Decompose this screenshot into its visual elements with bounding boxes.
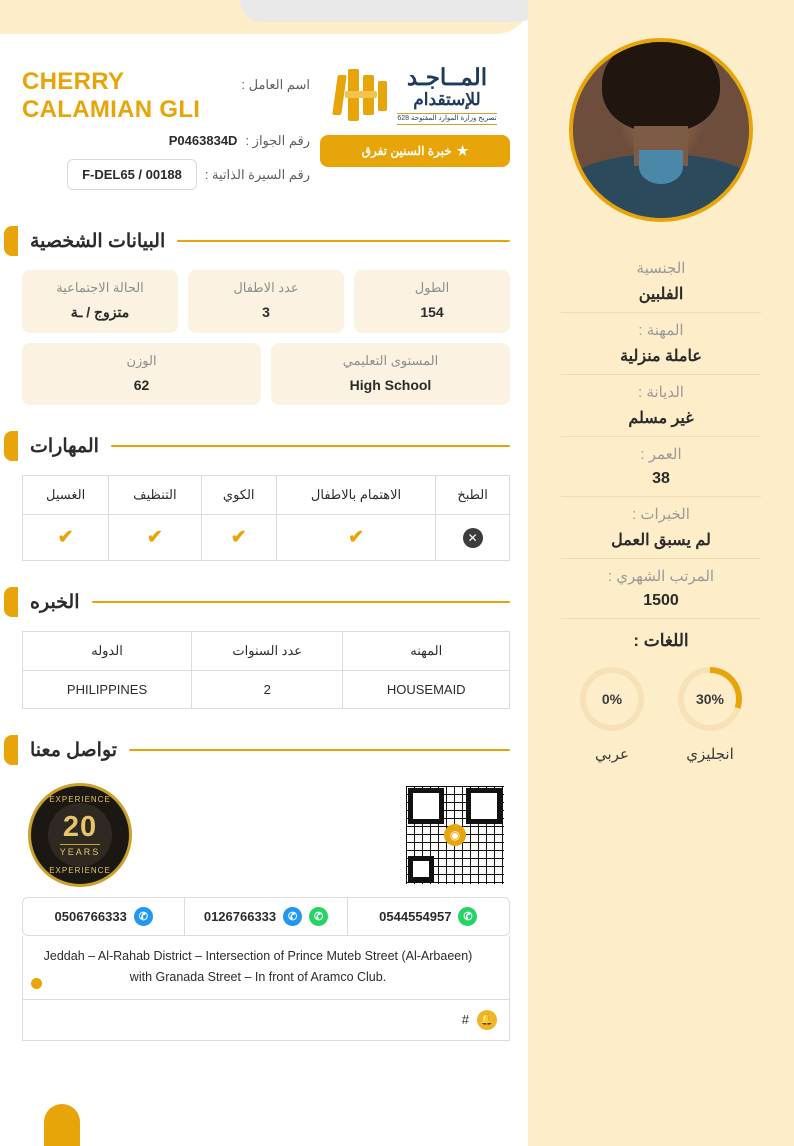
exp-header-country: الدوله <box>23 632 192 671</box>
location-pin-icon <box>31 978 42 989</box>
label-nationality: الجنسية <box>636 260 686 277</box>
language-gauge-english <box>678 667 742 731</box>
section-rule <box>111 445 510 447</box>
language-arabic <box>580 667 644 763</box>
hashtag-text: # <box>461 1012 469 1028</box>
section-tab-marker <box>4 587 18 617</box>
value-profession: عاملة منزلية <box>620 348 702 365</box>
personal-data-row-2 <box>22 343 510 405</box>
qr-center-icon: ◉ <box>444 824 466 846</box>
sidebar-row-religion <box>528 374 794 436</box>
skill-value-childcare <box>276 515 435 561</box>
main-column <box>0 34 528 1146</box>
skill-header-ironing: الكوي <box>201 476 276 515</box>
cross-icon: ✕ <box>463 528 483 548</box>
section-tab-marker <box>4 226 18 256</box>
section-heading-skills: المهارات <box>30 435 99 457</box>
label-children: عدد الاطفال <box>233 280 299 296</box>
sidebar-details <box>528 0 794 771</box>
personal-cell-weight <box>22 343 261 405</box>
languages-title: اللغات : <box>633 631 689 650</box>
experience-seal-badge <box>28 783 132 887</box>
table-row <box>23 515 510 561</box>
bottom-tab-marker <box>44 1104 80 1146</box>
logo-badge <box>320 135 510 167</box>
value-experience: لم يسبق العمل <box>611 532 711 549</box>
address-text: Jeddah – Al-Rahab District – Intersection of Prince Muteb Street (Al-Arbaeen) with Granada Street – In front of Aramco Club. <box>43 949 473 985</box>
language-label-arabic: عربي <box>595 746 629 763</box>
company-logo <box>320 64 510 167</box>
qr-code-icon[interactable] <box>406 786 504 884</box>
sidebar-languages <box>528 618 794 771</box>
table-row <box>23 671 510 709</box>
skill-value-laundry <box>23 515 109 561</box>
logo-mark-icon <box>333 69 391 121</box>
logo-line-1: المــاجـد <box>406 64 488 90</box>
passport-label: رقم الجواز : <box>245 133 310 149</box>
seal-bottom-text: EXPERIENCE <box>49 866 111 876</box>
section-rule <box>92 601 510 603</box>
phone-icon[interactable]: ✆ <box>283 907 302 926</box>
sidebar <box>528 0 794 1146</box>
value-weight: 62 <box>133 377 150 394</box>
label-education: المستوى التعليمي <box>342 353 439 369</box>
passport-value: P0463834D <box>168 133 238 149</box>
phone-cell-3[interactable] <box>23 898 184 935</box>
section-heading-personal: البيانات الشخصية <box>30 230 166 252</box>
label-experience: الخبرات : <box>632 506 690 523</box>
phone-number-3: 0506766333 <box>54 909 127 925</box>
phone-icon[interactable]: ✆ <box>134 907 153 926</box>
label-profession: المهنة : <box>638 322 684 339</box>
skill-header-cleaning: التنظيف <box>109 476 201 515</box>
cv-header <box>22 64 510 200</box>
section-heading-contact: تواصل معنا <box>30 739 118 761</box>
address-row <box>22 936 510 1000</box>
sidebar-row-salary <box>528 558 794 618</box>
section-tab-marker <box>4 431 18 461</box>
check-icon: ✔ <box>230 527 247 549</box>
section-tab-marker <box>4 735 18 765</box>
cv-number-label: رقم السيرة الذاتية : <box>204 167 310 183</box>
phone-cell-1[interactable] <box>347 898 509 935</box>
section-title-experience <box>22 587 510 617</box>
contact-area <box>22 779 510 1041</box>
skills-table <box>22 475 510 561</box>
table-row <box>23 632 510 671</box>
phone-cell-2[interactable] <box>184 898 346 935</box>
whatsapp-icon[interactable]: ✆ <box>309 907 328 926</box>
value-education: High School <box>349 377 432 394</box>
header-fields <box>22 64 310 200</box>
label-weight: الوزن <box>126 353 157 369</box>
logo-line-2: للإستقدام <box>413 90 481 110</box>
logo-license-line: تصريح وزارة الموارد المفتوحة 628 <box>397 113 496 125</box>
label-height: الطول <box>414 280 450 296</box>
skill-value-cleaning <box>109 515 201 561</box>
check-icon: ✔ <box>348 527 364 549</box>
top-decoration-grey <box>240 0 540 22</box>
value-nationality: الفلبين <box>638 286 684 303</box>
language-percent-english: 30% <box>684 673 736 725</box>
value-age: 38 <box>652 470 670 487</box>
personal-cell-height <box>354 270 510 333</box>
exp-header-profession: المهنه <box>343 632 510 671</box>
section-title-contact <box>22 735 510 765</box>
check-icon: ✔ <box>146 527 163 549</box>
check-icon: ✔ <box>57 527 74 549</box>
phone-number-2: 0126766333 <box>203 909 277 925</box>
sidebar-row-age <box>528 436 794 496</box>
sidebar-row-profession <box>528 312 794 374</box>
section-rule <box>177 240 510 242</box>
seal-years-text: YEARS <box>60 844 101 857</box>
skill-header-cooking: الطبخ <box>436 476 510 515</box>
personal-data-row-1 <box>22 270 510 333</box>
exp-value-country: PHILIPPINES <box>23 671 192 709</box>
value-salary: 1500 <box>643 592 679 609</box>
label-religion: الديانة : <box>638 384 684 401</box>
contact-top-row <box>22 779 510 897</box>
skill-header-childcare: الاهتمام بالاطفال <box>276 476 435 515</box>
worker-name-label: اسم العامل : <box>241 77 310 92</box>
bell-icon[interactable]: 🔔 <box>477 1010 497 1030</box>
section-heading-experience: الخبره <box>30 591 80 613</box>
personal-cell-marital <box>22 270 178 333</box>
personal-cell-education <box>271 343 510 405</box>
exp-value-years: 2 <box>192 671 343 709</box>
experience-table <box>22 631 510 709</box>
value-religion: غير مسلم <box>628 410 694 427</box>
personal-cell-children <box>188 270 344 333</box>
language-gauge-arabic <box>580 667 644 731</box>
cv-number-value: F-DEL65 / 00188 <box>67 159 197 190</box>
value-children: 3 <box>262 304 270 321</box>
exp-header-years: عدد السنوات <box>192 632 343 671</box>
sidebar-row-experience <box>528 496 794 558</box>
exp-value-profession: HOUSEMAID <box>343 671 510 709</box>
whatsapp-icon[interactable]: ✆ <box>458 907 477 926</box>
language-english <box>678 667 742 763</box>
section-rule <box>129 749 510 751</box>
language-label-english: انجليزي <box>686 746 734 763</box>
skill-value-cooking <box>436 515 510 561</box>
skill-header-laundry: الغسيل <box>23 476 109 515</box>
worker-name-value: CHERRY CALAMIAN GLI <box>22 68 201 123</box>
social-row <box>22 1000 510 1041</box>
section-title-skills <box>22 431 510 461</box>
phone-row <box>22 897 510 936</box>
phone-number-1: 0544554957 <box>379 909 452 925</box>
value-marital: متزوج / ـة <box>70 304 130 321</box>
table-row <box>23 476 510 515</box>
star-icon: ★ <box>456 143 469 159</box>
logo-badge-label: خبرة السنين تفرق <box>361 144 452 159</box>
label-age: العمر : <box>640 446 682 463</box>
label-salary: المرتب الشهري : <box>607 568 715 585</box>
value-height: 154 <box>420 304 444 321</box>
skill-value-ironing <box>201 515 276 561</box>
language-percent-arabic: 0% <box>586 673 638 725</box>
sidebar-row-nationality <box>528 250 794 312</box>
label-marital: الحالة الاجتماعية <box>56 280 144 296</box>
section-title-personal <box>22 226 510 256</box>
seal-number: 20 <box>62 811 98 844</box>
seal-top-text: EXPERIENCE <box>49 795 111 805</box>
